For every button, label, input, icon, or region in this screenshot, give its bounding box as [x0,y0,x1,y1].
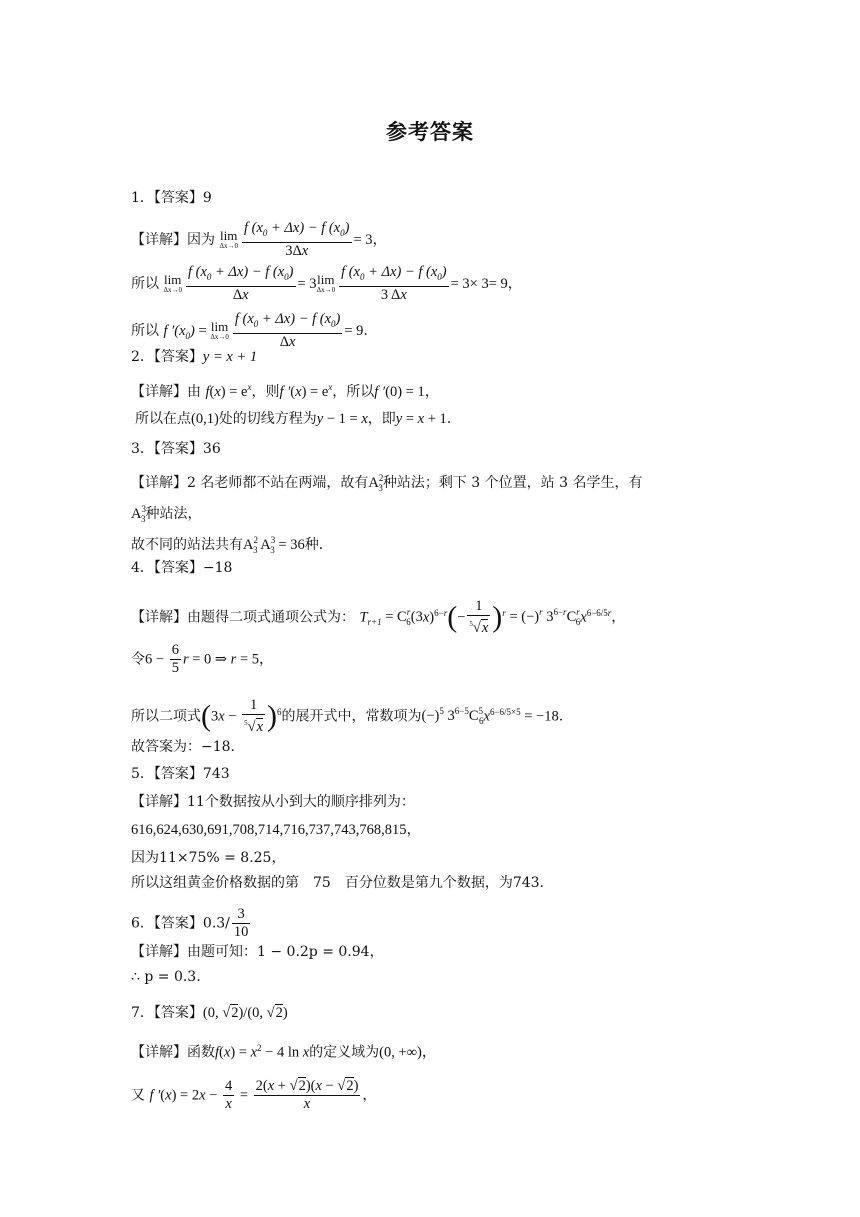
q7-detail-line1: 【详解】函数$f(x) = x^2 - 4$ ln x的定义域为(0, +∞)， [131,1043,437,1061]
q5-detail-line4: 所以这组黄金价格数据的第 75 百分位数是第九个数据，为743. [131,875,544,891]
q5-answer: 5．【答案】743 [131,766,230,782]
q6-detail-line1: 【详解】由题可知：1 − 0.2p = 0.94， [131,944,384,960]
q2-answer: 2．【答案】y = x + 1 [131,349,258,365]
q5-detail-line2: 616,624,630,691,708,714,716,737,743,768,815， [131,822,421,838]
q3-detail-line2: $A^3_3$种站法， [131,504,202,524]
q1-detail-line2: 所以 lim Δx→0 $\frac{f (x_0 + \Delta x) - f (x_0)}{\Delta x}$ = 3 lim Δx→0 $\frac{f (x_0 + \Delta x) - f (x_0)}{3 \Delta x}$ = 3× 3= 9， [131,264,522,303]
q1-detail-line1: 【详解】因为 lim Δx→0 $\frac{f (x_0 + \Delta x) - f (x_0)}{3\Delta x}$ = 3， [131,220,388,259]
q3-answer: 3．【答案】36 [131,441,221,457]
q7-answer: 7．【答案】(0, √2)/(0, √2) [131,1005,288,1021]
q3-detail-line1: 【详解】2 名老师都不站在两端，故有$A^2_3$种站法；剩下 3 个位置，站 3 名学生，有 [131,473,643,493]
q2-detail-line1: 【详解】由 $f(x) = e^x$，则f $'(x) = e^x$，所以f ′(0) = 1， [131,382,440,400]
q5-detail-line3: 因为11×75% = 8.25， [131,850,286,866]
q4-answer: 4．【答案】−18 [131,560,233,576]
q3-detail-line3: 故不同的站法共有$A^2_3$ $A^3_3 = 36$种． [131,535,333,555]
q6-detail-line2: ∴ p = 0.3. [131,969,201,985]
page-title: 参考答案 [386,120,474,144]
q7-detail-line2: 又 f ′(x) = 2x − $\frac{4}{x}$ = $\frac{2(x + √2)(x - √2)}{x}$ ， [131,1078,377,1112]
q6-answer: 6．【答案】0.3/ $\frac{3}{10}$ [131,906,249,940]
q4-detail-line2: 令6 − $\frac{6}{5}$ r = 0 ⇒ r = 5， [131,642,274,676]
q4-detail-line1: 【详解】由题得二项式通项公式为： $T_{r+1} = C^r_6(3x)^{6-r}(-$ $\frac{1}{^5√x}$ )$^r = (-)^r$ $3^{6-r}C^r_6x^{6-6/5r}$， [131,598,626,636]
q5-detail-line1: 【详解】11个数据按从小到大的顺序排列为： [131,794,415,810]
q4-detail-line4: 故答案为：−18． [131,739,245,755]
q2-detail-line2: 所以在点(0,1)处的切线方程为y − 1 = x，即y = x + 1． [135,411,462,427]
q1-answer: 1．【答案】9 [131,190,212,206]
q4-detail-line3: 所以二项式(3x − $\frac{1}{^5√x}$ )$^6$的展开式中，常数项为$(-)^5$ $3^{6-5}C^5_6x^{6-6/5\times 5} = -18$. [131,697,564,735]
q1-detail-line3: 所以 f $'(x_0)$ = lim Δx→0 $\frac{f (x_0 + \Delta x) - f (x_0)}{\Delta x}$ = 9． [131,311,378,350]
